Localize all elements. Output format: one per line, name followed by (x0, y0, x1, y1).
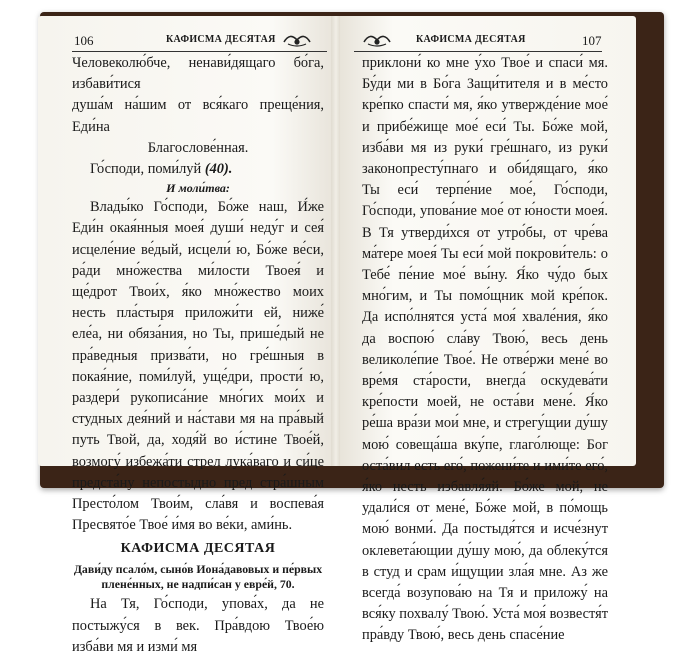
kathisma-heading: КАФИСМА ДЕСЯТАЯ (120, 541, 276, 557)
flourish-ornament-icon (362, 30, 392, 51)
closing-line-3: Благослове́нная. (147, 139, 249, 156)
left-page-body (72, 53, 324, 658)
prayer-rubric: И моли́тва: (166, 181, 230, 196)
psalm-continuation: приклони́ ко мне у́хо Твое́ и спаси́ мя. Бу́ди ми в Бо́га Защи́тителя и в ме́сто кре́пко спасти́ мя, я́ко утвержде́ние мое́ и прибе́жище мое́ еси́ Ты. Бо́же мой, изба́ви мя из руки́ гре́шнаго, из руки́ законопресту́пнаго и оби́дящаго, я́ко Ты еси́ терпе́ние мое́, Го́споди, Го́споди, упова́ние мое́ от ю́ности моея́. В Тя утверди́хся от утро́бы, от чре́ва ма́тере моея́ Ты еси́ мой покрови́тель: о Тебе́ пе́ние мое́ вы́ну. Я́ко чу́до бых мно́гим, и Ты помо́щник мой кре́пок. Да испо́лнятся уста́ моя́ хвале́ния, я́ко да воспою́ сла́ву Твою́, весь день великоле́пие Твое́. Не отве́ржи мене́ во вре́мя ста́рости, внегда́ оскудева́ти кре́пости моей, не оста́ви мене́. Я́ко ре́ша вра́зи мои́ мне, и стрегу́щии ду́шу мою́ совеща́ша вку́пе, глаго́люще: Бог оста́вил есть его́, пожени́те и ими́те его́, я́ко несть избавля́яй. Бо́же мой, не удали́ся от мене́, Бо́же мой, в по́мощь мою́ вонми́. Да постыдя́тся и исче́знут оклевета́ющии ду́шу мою́, да облеку́тся в студ и срам и́щущии зла́я мне. Аз же всегда́ возупова́ю на Тя и приложу́ на вся́ку похвалу́ Твою́. Уста́ моя́ возвестя́т пра́вду Твою́, весь день спасе́ние (362, 55, 609, 644)
kyrie-line (72, 159, 324, 180)
psalm-title: Дави́ду псало́м, сыно́в Иона́давовых и пе́рвых плене́нных, не надпи́сан у евре́й, 70. (73, 562, 323, 592)
left-page-header (38, 29, 331, 51)
page-number: 106 (74, 33, 94, 48)
flourish-ornament-icon (282, 30, 312, 51)
kyrie-count: (40). (204, 161, 233, 178)
right-page-header (340, 29, 636, 51)
running-head: КАФИСМА ДЕСЯТАЯ (416, 34, 526, 45)
kyrie-text: Го́споди, поми́луй (90, 161, 202, 178)
right-page-body (362, 53, 608, 647)
right-page (340, 16, 636, 644)
page-number: 107 (582, 33, 602, 48)
header-rule (72, 51, 327, 52)
prayer-text: Влады́ко Го́споди, Бо́же наш, И́же Еди́н окая́нныя моея́ души́ неду́г и сея́ исцеле́ние ве́дый, исцели́ ю, Бо́же ве́си, ра́ди мно́жества ми́лости Твоея́ и ще́дрот Твои́х, я́ко мно́жество моих несть пла́стыря приложи́ти ей, ниже́ еле́а, ни обяза́ния, но Ты, прише́дый не пра́ведныя призва́ти, но гре́шныя в покая́ние, поми́луй, уще́дри, прости́ ю, раздери́ рукописа́ние мно́гих мои́х и студных дея́ний и на́стави мя на пра́вый путь Твой, да, ходя́й во и́стине Твое́й, возмогу́ избежа́ти стрел лука́ваго и си́це предста́ну непостыдно пред стра́шным Престо́лом Твои́м, сла́вя и воспева́я Пресвято́е Твое́ и́мя во ве́ки, ами́нь. (72, 199, 324, 534)
running-head: КАФИСМА ДЕСЯТАЯ (166, 34, 276, 45)
left-page (38, 16, 331, 655)
closing-line-1: Человеколю́бче, ненави́дящаго бо́га, избави́тися (72, 55, 324, 93)
psalm-start: На Тя, Го́споди, упова́х, да не постыжу́ся в век. Пра́вдою Твое́ю изба́ви мя и изми́ мя (72, 596, 324, 655)
header-rule (354, 51, 602, 52)
closing-line-2: душа́м на́шим от вся́каго преще́ния, Еди́на (72, 97, 324, 135)
